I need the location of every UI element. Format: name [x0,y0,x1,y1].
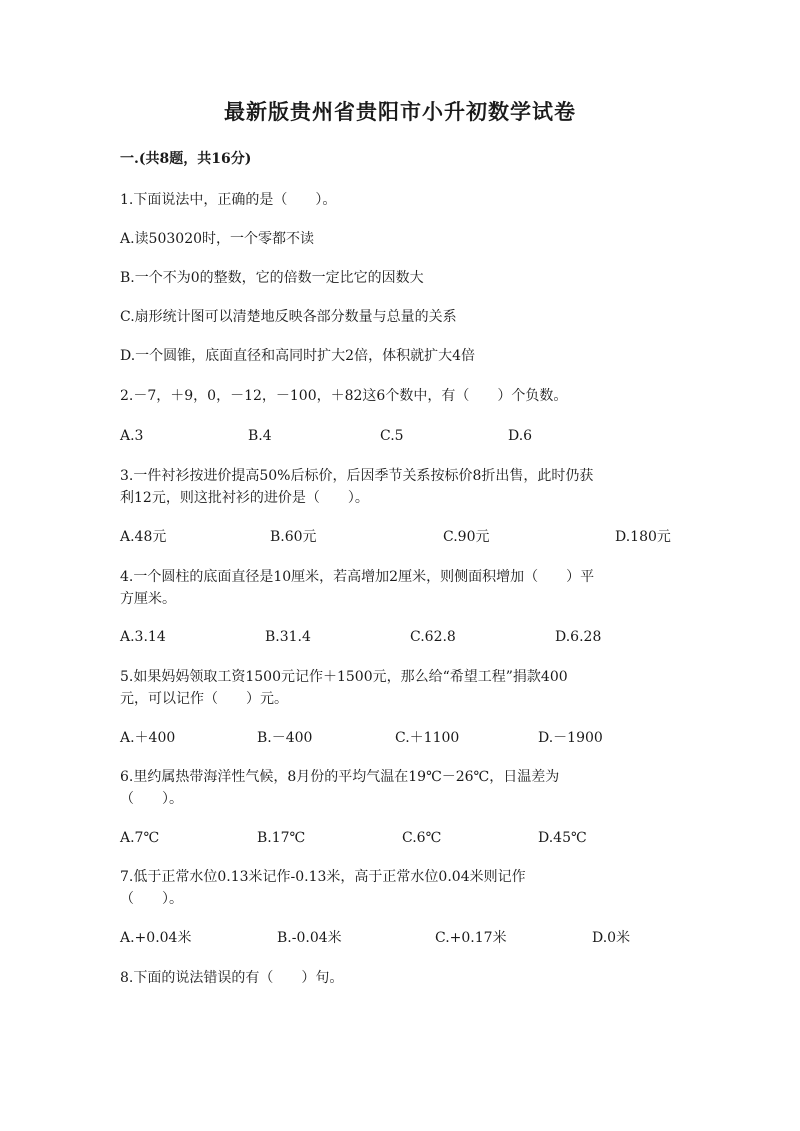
question-3-option-b: B.60元 [270,529,317,545]
question-5-option-b: B.－400 [257,730,313,746]
section-heading: 一.(共8题，共16分) [120,151,252,167]
question-5-option-a: A.＋400 [120,730,176,746]
question-2-option-a: A.3 [120,428,144,444]
question-5-option-c: C.＋1100 [395,730,460,746]
question-4-option-b: B.31.4 [265,629,311,645]
question-7-stem-line-2: （ ）。 [120,891,183,907]
question-6-option-c: C.6℃ [402,830,442,846]
question-4-stem-line-2: 方厘米。 [120,591,176,607]
question-8-stem: 8.下面的说法错误的有（ ）句。 [120,970,344,986]
question-4-option-d: D.6.28 [555,629,602,645]
question-7-stem-line-1: 7.低于正常水位0.13米记作-0.13米，高于正常水位0.04米则记作 [120,869,526,885]
question-7-option-c: C.+0.17米 [435,930,507,946]
question-4-stem-line-1: 4.一个圆柱的底面直径是10厘米，若高增加2厘米，则侧面积增加（ ）平 [120,569,595,585]
question-3-option-d: D.180元 [615,529,671,545]
question-7-option-b: B.-0.04米 [277,930,342,946]
question-2-option-c: C.5 [380,428,404,444]
question-7-option-d: D.0米 [592,930,631,946]
question-5-option-d: D.－1900 [538,730,603,746]
question-6-stem-line-1: 6.里约属热带海洋性气候，8月份的平均气温在19℃－26℃，日温差为 [120,769,560,785]
question-6-option-b: B.17℃ [257,830,306,846]
question-1-option-b: B.一个不为0的整数，它的倍数一定比它的因数大 [120,270,424,286]
question-3-stem-line-2: 利12元，则这批衬衫的进价是（ ）。 [120,490,369,506]
question-7-option-a: A.+0.04米 [120,930,192,946]
question-5-stem-line-2: 元，可以记作（ ）元。 [120,691,288,707]
question-2-stem: 2.－7，＋9，0，－12，－100，＋82这6个数中，有（ ）个负数。 [120,388,568,404]
question-5-stem-line-1: 5.如果妈妈领取工资1500元记作＋1500元，那么给“希望工程”捐款400 [120,669,568,685]
question-3-stem-line-1: 3.一件衬衫按进价提高50%后标价，后因季节关系按标价8折出售，此时仍获 [120,468,594,484]
question-3-option-c: C.90元 [443,529,490,545]
question-4-option-a: A.3.14 [120,629,166,645]
question-6-option-d: D.45℃ [538,830,587,846]
question-1-option-a: A.读503020时，一个零都不读 [120,231,315,247]
question-1-option-d: D.一个圆锥，底面直径和高同时扩大2倍，体积就扩大4倍 [120,348,475,364]
question-1-stem: 1.下面说法中，正确的是（ ）。 [120,192,337,208]
question-6-stem-line-2: （ ）。 [120,791,183,807]
question-2-option-b: B.4 [248,428,272,444]
question-6-option-a: A.7℃ [120,830,160,846]
question-3-option-a: A.48元 [120,529,167,545]
question-1-option-c: C.扇形统计图可以清楚地反映各部分数量与总量的关系 [120,309,457,325]
question-4-option-c: C.62.8 [410,629,456,645]
page-title: 最新版贵州省贵阳市小升初数学试卷 [224,99,576,124]
question-2-option-d: D.6 [508,428,533,444]
